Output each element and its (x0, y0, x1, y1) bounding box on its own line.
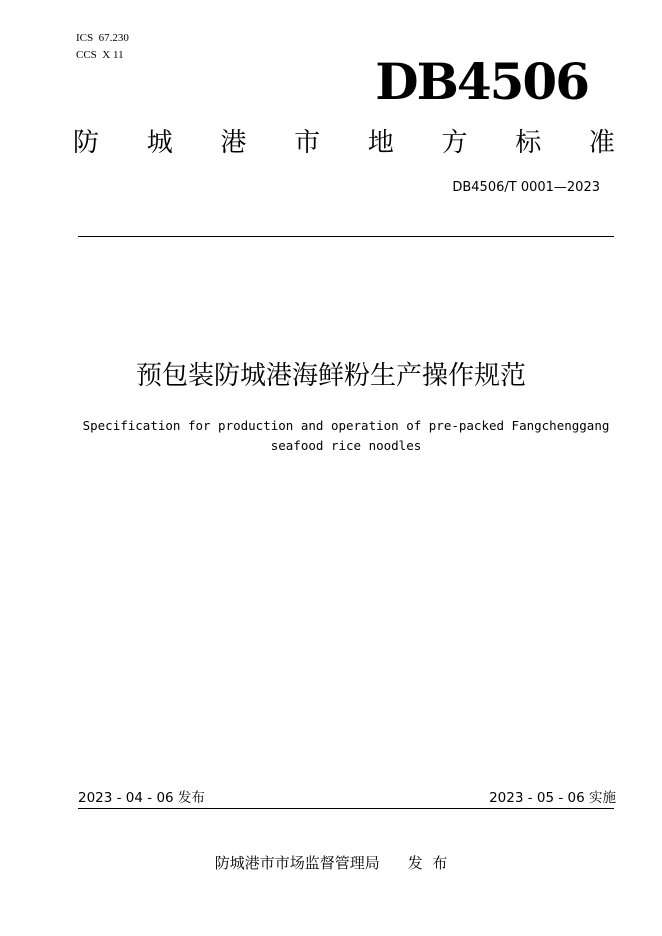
ccs-code: CCS X 11 (76, 49, 124, 61)
standard-type-char: 地 (367, 128, 394, 158)
bottom-divider (78, 808, 614, 809)
implementation-date: 2023 - 05 - 06 实施 (489, 790, 616, 806)
publish-date: 2023 - 04 - 06 发布 (78, 790, 205, 806)
title-chinese: 预包装防城港海鲜粉生产操作规范 (135, 361, 526, 391)
publisher-line (0, 853, 662, 873)
standard-type-char: 港 (220, 128, 247, 158)
ics-code: ICS 67.230 (76, 32, 129, 44)
publish-action: 发 布 (407, 854, 448, 872)
title-english: Specification for production and operation of pre-packed Fangchenggang seafood rice noodles (82, 418, 610, 453)
top-divider (78, 236, 614, 237)
standard-type-char: 城 (146, 128, 173, 158)
standard-type-char: 标 (515, 128, 542, 158)
standard-type-char: 市 (294, 128, 321, 158)
standard-number: DB4506/T 0001—2023 (452, 180, 600, 195)
standard-type-heading (73, 127, 615, 159)
publisher-organization: 防城港市市场监督管理局 (214, 854, 380, 872)
standard-type-char: 方 (441, 128, 468, 158)
standard-type-char: 准 (588, 128, 615, 158)
standard-logo: DB4506 (375, 52, 588, 111)
standard-type-char: 防 (73, 128, 100, 158)
